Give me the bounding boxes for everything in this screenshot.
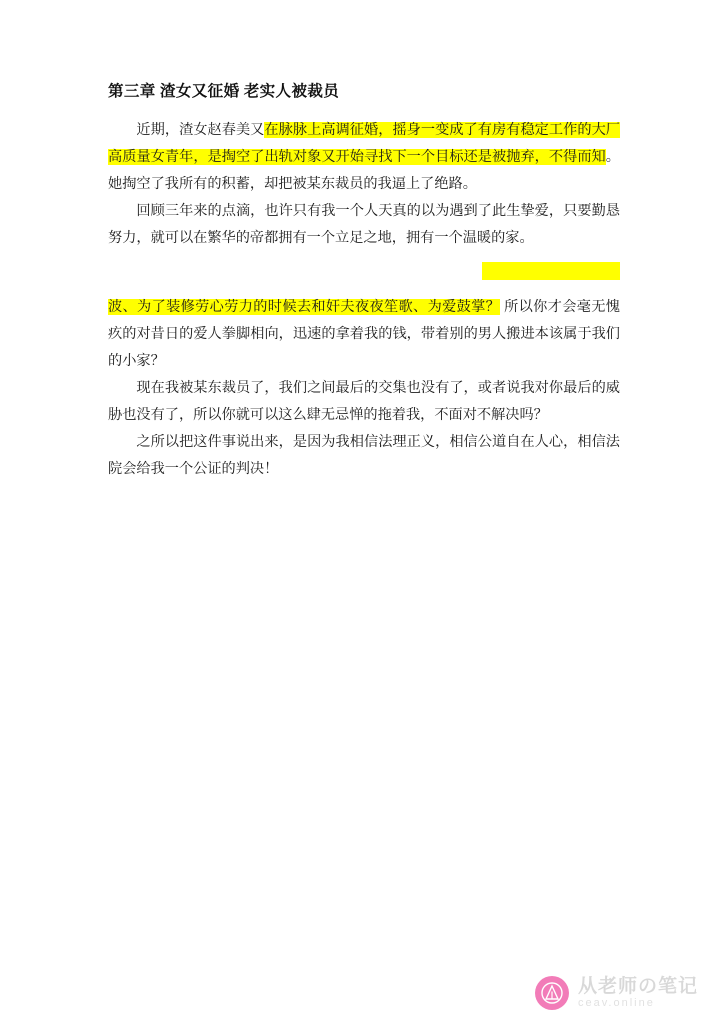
highlighted-text-run: 波、为了装修劳心劳力的时候去和奸夫夜夜笙歌、为爱鼓掌？ — [108, 299, 501, 316]
paragraph-spacer — [108, 280, 620, 294]
paragraph-3 — [108, 294, 620, 375]
text-run: 回顾三年来的点滴，也许只有我一个人天真的以为遇到了此生挚爱，只要勤恳努力，就可以在繁华的帝都拥有一个立足之地，拥有一个温暖的家。 — [108, 203, 620, 247]
text-run: 所以你才会毫无愧疚的对昔日的爱人拳脚相向，迅速的拿着我的钱，带着别的男人搬进本该属于我们的小家？ — [108, 299, 620, 370]
text-run: 之所以把这件事说出来，是因为我相信法理正义，相信公道自在人心，相信法院会给我一个公证的判决！ — [108, 434, 620, 478]
highlighted-text-run: 在脉脉上高调征婚，摇身一变成了有房有稳定工作的大厂高质量女青年，是掏空了出轨对象又开始寻找下一个目标还是被抛弃，不得而知 — [108, 122, 620, 166]
pink-circle-logo-icon — [535, 976, 569, 1010]
text-run: 。她掏空了我所有的积蓄，却把被某东裁员的我逼上了绝路。 — [108, 149, 620, 193]
highlight-bar — [482, 262, 620, 280]
paragraph-4 — [108, 375, 620, 429]
text-run: 近期，渣女赵春美又 — [136, 122, 265, 139]
watermark — [535, 976, 698, 1010]
paragraph-2 — [108, 198, 620, 252]
document-body — [108, 80, 620, 483]
paragraph-5 — [108, 429, 620, 483]
paragraph-1 — [108, 117, 620, 198]
text-run: 现在我被某东裁员了，我们之间最后的交集也没有了，或者说我对你最后的威胁也没有了，所以你就可以这么肆无忌惮的拖着我，不面对不解决吗？ — [108, 380, 620, 424]
watermark-text — [578, 977, 698, 1010]
watermark-title: 从老师の笔记 — [577, 975, 698, 997]
watermark-subtitle: ceav.online — [577, 997, 655, 1010]
page-title: 第三章 渣女又征婚 老实人被裁员 — [108, 83, 340, 100]
